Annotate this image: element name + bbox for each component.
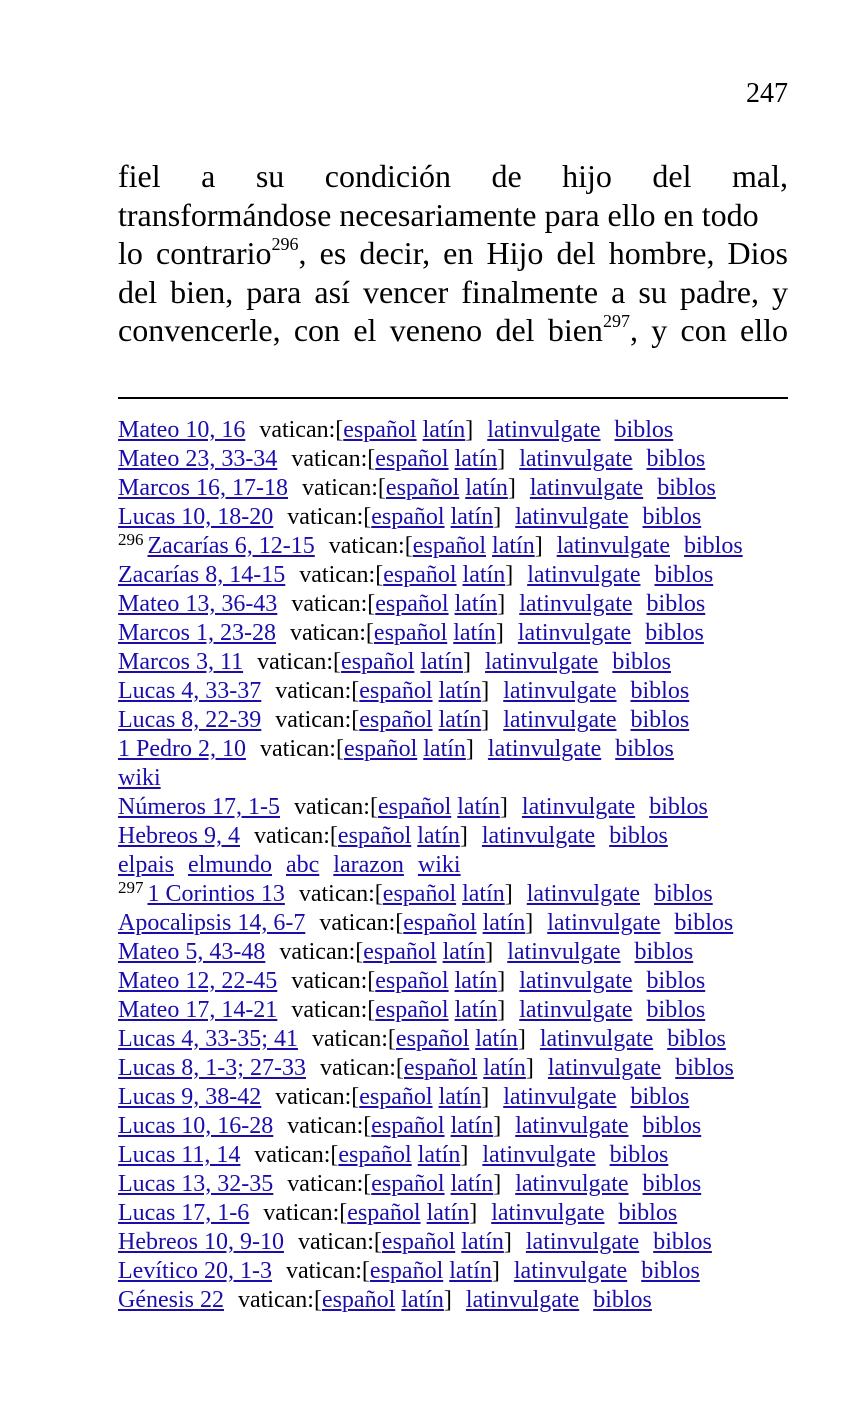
body-line-3-text: lo contrario bbox=[118, 235, 272, 271]
vatican-close: ] bbox=[497, 591, 506, 617]
vatican-label: vatican:[ bbox=[287, 504, 372, 530]
vatican-label: vatican:[ bbox=[257, 649, 342, 675]
link-latin[interactable]: latín bbox=[454, 446, 498, 472]
link-biblos[interactable]: biblos bbox=[609, 823, 668, 849]
link-espanol[interactable]: español bbox=[371, 1113, 445, 1139]
link-latin[interactable]: latín bbox=[453, 620, 496, 646]
vatican-close: ] bbox=[517, 1026, 526, 1052]
link-biblos[interactable]: biblos bbox=[674, 910, 734, 936]
vatican-close: ] bbox=[505, 562, 514, 588]
vatican-close: ] bbox=[469, 1200, 478, 1226]
link-espanol[interactable]: español bbox=[403, 910, 477, 936]
link-biblos[interactable]: biblos bbox=[615, 736, 674, 762]
footnote-line bbox=[118, 1199, 798, 1228]
link-latinvulgate[interactable]: latinvulgate bbox=[519, 997, 633, 1023]
vatican-label: vatican:[ bbox=[301, 475, 386, 501]
link-biblos[interactable]: biblos bbox=[612, 649, 671, 675]
vatican-close: ] bbox=[503, 1229, 512, 1255]
link-espanol[interactable]: español bbox=[343, 417, 417, 443]
link-biblos[interactable]: biblos bbox=[653, 1229, 712, 1255]
link-espanol[interactable]: español bbox=[373, 620, 448, 646]
page-number: 247 bbox=[746, 78, 788, 109]
link-latin[interactable]: latín bbox=[420, 649, 464, 675]
scripture-reference-link[interactable]: Zacarías 6, 12-15 bbox=[147, 533, 315, 559]
link-latin[interactable]: latín bbox=[454, 997, 498, 1023]
vatican-close: ] bbox=[481, 1084, 490, 1110]
link-espanol[interactable]: español bbox=[385, 475, 460, 501]
link-espanol[interactable]: español bbox=[341, 649, 415, 675]
link-latin[interactable]: latín bbox=[450, 1113, 494, 1139]
link-biblos[interactable]: biblos bbox=[645, 620, 704, 646]
link-biblos[interactable]: biblos bbox=[646, 591, 706, 617]
link-biblos[interactable]: biblos bbox=[649, 794, 708, 820]
link-espanol[interactable]: español bbox=[369, 1258, 444, 1284]
scripture-reference-link[interactable]: Lucas 11, 14 bbox=[118, 1142, 241, 1168]
link-latin[interactable]: latín bbox=[449, 1258, 492, 1284]
link-latinvulgate[interactable]: latinvulgate bbox=[521, 794, 636, 820]
scripture-reference-link[interactable]: Lucas 4, 33-35; 41 bbox=[118, 1026, 298, 1052]
link-latinvulgate[interactable]: latinvulgate bbox=[503, 678, 617, 704]
scripture-reference-link[interactable]: Génesis 22 bbox=[118, 1287, 224, 1313]
vatican-label: vatican:[ bbox=[291, 997, 376, 1023]
link-latinvulgate[interactable]: latinvulgate bbox=[513, 1258, 628, 1284]
vatican-label: vatican:[ bbox=[287, 1113, 372, 1139]
footnote-number: 296 bbox=[118, 530, 144, 549]
vatican-label: vatican:[ bbox=[275, 678, 360, 704]
footnote-line bbox=[118, 445, 798, 474]
vatican-close: ] bbox=[493, 504, 502, 530]
vatican-close: ] bbox=[507, 475, 516, 501]
link-latinvulgate[interactable]: latinvulgate bbox=[482, 1142, 596, 1168]
vatican-label: vatican:[ bbox=[237, 1287, 322, 1313]
link-larazon[interactable]: larazon bbox=[333, 852, 404, 878]
link-espanol[interactable]: español bbox=[375, 591, 449, 617]
vatican-label: vatican:[ bbox=[311, 1026, 396, 1052]
link-latinvulgate[interactable]: latinvulgate bbox=[481, 823, 596, 849]
link-elpais[interactable]: elpais bbox=[118, 852, 174, 878]
link-latin[interactable]: latín bbox=[475, 1026, 518, 1052]
vatican-label: vatican:[ bbox=[259, 417, 344, 443]
link-espanol[interactable]: español bbox=[371, 504, 445, 530]
link-latin[interactable]: latín bbox=[401, 1287, 444, 1313]
link-biblos[interactable]: biblos bbox=[630, 1084, 690, 1110]
body-line-4: del bien, para así vencer finalmente a su padre, y bbox=[118, 273, 788, 310]
link-biblos[interactable]: biblos bbox=[646, 997, 706, 1023]
link-latin[interactable]: latín bbox=[462, 881, 505, 907]
scripture-reference-link[interactable]: Mateo 12, 22-45 bbox=[118, 968, 278, 994]
vatican-label: vatican:[ bbox=[279, 939, 364, 965]
scripture-reference-link[interactable]: Mateo 10, 16 bbox=[118, 417, 246, 443]
vatican-label: vatican:[ bbox=[319, 910, 404, 936]
body-line-1: fiel a su condición de hijo del mal, bbox=[118, 158, 788, 194]
link-latinvulgate[interactable]: latinvulgate bbox=[517, 620, 632, 646]
vatican-close: ] bbox=[443, 1287, 452, 1313]
footnote-line bbox=[118, 880, 798, 909]
link-latin[interactable]: latín bbox=[454, 591, 498, 617]
body-line-3-rest: , es decir, en Hijo del hombre, Dios bbox=[298, 235, 789, 271]
link-biblos[interactable]: biblos bbox=[675, 1055, 734, 1081]
footnote-line bbox=[118, 416, 798, 445]
link-espanol[interactable]: español bbox=[363, 939, 437, 965]
vatican-close: ] bbox=[497, 968, 506, 994]
link-latinvulgate[interactable]: latinvulgate bbox=[503, 707, 617, 733]
link-biblos[interactable]: biblos bbox=[667, 1026, 726, 1052]
link-elmundo[interactable]: elmundo bbox=[187, 852, 272, 878]
scripture-reference-link[interactable]: 1 Pedro 2, 10 bbox=[118, 736, 246, 762]
vatican-label: vatican:[ bbox=[291, 446, 376, 472]
link-latinvulgate[interactable]: latinvulgate bbox=[487, 736, 602, 762]
link-latinvulgate[interactable]: latinvulgate bbox=[525, 1229, 640, 1255]
footnote-line bbox=[118, 793, 798, 822]
footnote-line bbox=[118, 1054, 798, 1083]
body-line-2: transformándose necesariamente para ello en todo bbox=[118, 196, 759, 233]
link-biblos[interactable]: biblos bbox=[654, 562, 714, 588]
link-espanol[interactable]: español bbox=[321, 1287, 396, 1313]
link-latin[interactable]: latín bbox=[422, 417, 466, 443]
footnote-line bbox=[118, 1257, 798, 1286]
link-biblos[interactable]: biblos bbox=[646, 446, 706, 472]
vatican-label: vatican:[ bbox=[263, 1200, 348, 1226]
link-latin[interactable]: latín bbox=[454, 968, 498, 994]
link-biblos[interactable]: biblos bbox=[630, 707, 690, 733]
link-biblos[interactable]: biblos bbox=[642, 1171, 702, 1197]
link-biblos[interactable]: biblos bbox=[642, 1113, 702, 1139]
link-biblos[interactable]: biblos bbox=[642, 504, 702, 530]
vatican-close: ] bbox=[465, 417, 474, 443]
body-line-5 bbox=[118, 311, 788, 350]
vatican-close: ] bbox=[525, 1055, 534, 1081]
scripture-reference-link[interactable]: Mateo 5, 43-48 bbox=[118, 939, 266, 965]
link-biblos[interactable]: biblos bbox=[593, 1287, 652, 1313]
footnote-line bbox=[118, 648, 798, 677]
vatican-close: ] bbox=[499, 794, 508, 820]
link-espanol[interactable]: español bbox=[382, 881, 457, 907]
link-latin[interactable]: latín bbox=[438, 678, 482, 704]
scripture-reference-link[interactable]: Lucas 8, 1-3; 27-33 bbox=[118, 1055, 306, 1081]
link-latinvulgate[interactable]: latinvulgate bbox=[503, 1084, 617, 1110]
body-line-3 bbox=[118, 234, 788, 273]
body-paragraph bbox=[118, 157, 788, 350]
link-latinvulgate[interactable]: latinvulgate bbox=[539, 1026, 654, 1052]
link-latinvulgate[interactable]: latinvulgate bbox=[507, 939, 621, 965]
link-latin[interactable]: latín bbox=[457, 794, 500, 820]
footnote-line bbox=[118, 909, 798, 938]
vatican-label: vatican:[ bbox=[260, 736, 344, 762]
vatican-close: ] bbox=[493, 1113, 502, 1139]
link-wiki[interactable]: wiki bbox=[118, 765, 161, 791]
link-espanol[interactable]: español bbox=[347, 1200, 421, 1226]
vatican-close: ] bbox=[504, 881, 513, 907]
link-biblos[interactable]: biblos bbox=[630, 678, 690, 704]
footnotes bbox=[118, 416, 798, 1315]
footnote-line bbox=[118, 503, 798, 532]
scripture-reference-link[interactable]: Números 17, 1-5 bbox=[118, 794, 280, 820]
footnote-line bbox=[118, 1141, 798, 1170]
footnote-line bbox=[118, 561, 798, 590]
scripture-reference-link[interactable]: Lucas 4, 33-37 bbox=[118, 678, 262, 704]
link-latin[interactable]: latín bbox=[438, 1084, 482, 1110]
vatican-close: ] bbox=[465, 736, 474, 762]
vatican-label: vatican:[ bbox=[275, 1084, 360, 1110]
link-latinvulgate[interactable]: latinvulgate bbox=[547, 910, 661, 936]
vatican-close: ] bbox=[525, 910, 534, 936]
link-espanol[interactable]: español bbox=[375, 968, 449, 994]
link-latin[interactable]: latín bbox=[465, 475, 508, 501]
footnote-line bbox=[118, 996, 798, 1025]
link-latinvulgate[interactable]: latinvulgate bbox=[527, 562, 641, 588]
link-espanol[interactable]: español bbox=[381, 1229, 456, 1255]
footnote-line bbox=[118, 706, 798, 735]
link-espanol[interactable]: español bbox=[337, 823, 412, 849]
footnote-line bbox=[118, 1228, 798, 1257]
footnote-line bbox=[118, 474, 798, 503]
vatican-label: vatican:[ bbox=[275, 707, 360, 733]
scripture-reference-link[interactable]: Marcos 3, 11 bbox=[118, 649, 244, 675]
link-espanol[interactable]: español bbox=[343, 736, 418, 762]
link-latin[interactable]: latín bbox=[417, 1142, 461, 1168]
link-espanol[interactable]: español bbox=[359, 678, 433, 704]
scripture-reference-link[interactable]: Hebreos 10, 9-10 bbox=[118, 1229, 284, 1255]
scripture-reference-link[interactable]: Lucas 10, 18-20 bbox=[118, 504, 274, 530]
vatican-label: vatican:[ bbox=[297, 1229, 382, 1255]
link-espanol[interactable]: español bbox=[371, 1171, 445, 1197]
link-espanol[interactable]: español bbox=[375, 446, 449, 472]
body-line-5-text: convencerle, con el veneno del bien bbox=[118, 312, 603, 348]
vatican-close: ] bbox=[491, 1258, 500, 1284]
vatican-close: ] bbox=[460, 1142, 469, 1168]
link-biblos[interactable]: biblos bbox=[609, 1142, 669, 1168]
body-line-5-rest: , y con ello bbox=[629, 312, 789, 348]
scripture-reference-link[interactable]: Mateo 23, 33-34 bbox=[118, 446, 278, 472]
footnote-line bbox=[118, 619, 798, 648]
vatican-label: vatican:[ bbox=[291, 968, 376, 994]
scripture-reference-link[interactable]: 1 Corintios 13 bbox=[147, 881, 285, 907]
link-latinvulgate[interactable]: latinvulgate bbox=[547, 1055, 662, 1081]
link-latin[interactable]: latín bbox=[461, 1229, 504, 1255]
link-latin[interactable]: latín bbox=[462, 562, 506, 588]
footnote-line bbox=[118, 532, 798, 561]
vatican-close: ] bbox=[534, 533, 543, 559]
link-latinvulgate[interactable]: latinvulgate bbox=[519, 591, 633, 617]
link-espanol[interactable]: español bbox=[412, 533, 487, 559]
link-latinvulgate[interactable]: latinvulgate bbox=[519, 968, 633, 994]
link-latinvulgate[interactable]: latinvulgate bbox=[526, 881, 641, 907]
link-abc[interactable]: abc bbox=[285, 852, 320, 878]
link-latinvulgate[interactable]: latinvulgate bbox=[515, 504, 629, 530]
footnote-line bbox=[118, 590, 798, 619]
link-latinvulgate[interactable]: latinvulgate bbox=[519, 446, 633, 472]
scripture-reference-link[interactable]: Lucas 9, 38-42 bbox=[118, 1084, 262, 1110]
link-biblos[interactable]: biblos bbox=[614, 417, 674, 443]
vatican-label: vatican:[ bbox=[328, 533, 413, 559]
link-espanol[interactable]: español bbox=[375, 997, 449, 1023]
scripture-reference-link[interactable]: Lucas 13, 32-35 bbox=[118, 1171, 274, 1197]
link-biblos[interactable]: biblos bbox=[654, 881, 713, 907]
link-latinvulgate[interactable]: latinvulgate bbox=[485, 649, 599, 675]
scripture-reference-link[interactable]: Marcos 16, 17-18 bbox=[118, 475, 288, 501]
link-espanol[interactable]: español bbox=[377, 794, 452, 820]
footnote-ref-297: 297 bbox=[602, 311, 630, 332]
scripture-reference-link[interactable]: Mateo 13, 36-43 bbox=[118, 591, 278, 617]
scripture-reference-link[interactable]: Lucas 10, 16-28 bbox=[118, 1113, 274, 1139]
scripture-reference-link[interactable]: Lucas 17, 1-6 bbox=[118, 1200, 250, 1226]
vatican-label: vatican:[ bbox=[254, 1142, 339, 1168]
vatican-close: ] bbox=[459, 823, 468, 849]
link-latin[interactable]: latín bbox=[438, 707, 482, 733]
footnote-line bbox=[118, 764, 798, 793]
scripture-reference-link[interactable]: Mateo 17, 14-21 bbox=[118, 997, 278, 1023]
vatican-close: ] bbox=[481, 707, 490, 733]
vatican-close: ] bbox=[497, 446, 506, 472]
vatican-close: ] bbox=[485, 939, 494, 965]
link-biblos[interactable]: biblos bbox=[641, 1258, 700, 1284]
link-latinvulgate[interactable]: latinvulgate bbox=[487, 417, 601, 443]
link-biblos[interactable]: biblos bbox=[657, 475, 716, 501]
vatican-close: ] bbox=[493, 1171, 502, 1197]
vatican-close: ] bbox=[497, 997, 506, 1023]
footnote-line bbox=[118, 1083, 798, 1112]
scripture-reference-link[interactable]: Marcos 1, 23-28 bbox=[118, 620, 276, 646]
scripture-reference-link[interactable]: Apocalipsis 14, 6-7 bbox=[118, 910, 306, 936]
link-latin[interactable]: latín bbox=[492, 533, 535, 559]
link-latinvulgate[interactable]: latinvulgate bbox=[556, 533, 670, 559]
link-biblos[interactable]: biblos bbox=[683, 533, 743, 559]
link-latin[interactable]: latín bbox=[482, 910, 526, 936]
link-latinvulgate[interactable]: latinvulgate bbox=[515, 1113, 629, 1139]
scripture-reference-link[interactable]: Zacarías 8, 14-15 bbox=[118, 562, 286, 588]
footnote-line bbox=[118, 1170, 798, 1199]
link-biblos[interactable]: biblos bbox=[618, 1200, 678, 1226]
link-latinvulgate[interactable]: latinvulgate bbox=[465, 1287, 580, 1313]
link-latinvulgate[interactable]: latinvulgate bbox=[529, 475, 644, 501]
link-latin[interactable]: latín bbox=[483, 1055, 526, 1081]
vatican-label: vatican:[ bbox=[253, 823, 338, 849]
link-latin[interactable]: latín bbox=[442, 939, 486, 965]
link-latin[interactable]: latín bbox=[423, 736, 466, 762]
link-latin[interactable]: latín bbox=[450, 504, 494, 530]
link-espanol[interactable]: español bbox=[403, 1055, 478, 1081]
vatican-close: ] bbox=[495, 620, 504, 646]
link-latin[interactable]: latín bbox=[417, 823, 460, 849]
footnote-line bbox=[118, 677, 798, 706]
link-latinvulgate[interactable]: latinvulgate bbox=[515, 1171, 629, 1197]
footnote-line bbox=[118, 851, 798, 880]
vatican-label: vatican:[ bbox=[287, 1171, 372, 1197]
vatican-close: ] bbox=[481, 678, 490, 704]
vatican-label: vatican:[ bbox=[285, 1258, 370, 1284]
scripture-reference-link[interactable]: Levítico 20, 1-3 bbox=[118, 1258, 272, 1284]
scripture-reference-link[interactable]: Lucas 8, 22-39 bbox=[118, 707, 262, 733]
footnote-separator bbox=[118, 397, 788, 399]
footnote-line bbox=[118, 1286, 798, 1315]
link-latin[interactable]: latín bbox=[426, 1200, 470, 1226]
link-biblos[interactable]: biblos bbox=[634, 939, 694, 965]
link-espanol[interactable]: español bbox=[383, 562, 457, 588]
footnote-number: 297 bbox=[118, 878, 144, 897]
footnote-line bbox=[118, 938, 798, 967]
vatican-label: vatican:[ bbox=[289, 620, 374, 646]
vatican-label: vatican:[ bbox=[293, 794, 378, 820]
link-espanol[interactable]: español bbox=[359, 707, 433, 733]
footnote-line bbox=[118, 1112, 798, 1141]
footnote-line bbox=[118, 967, 798, 996]
footnote-line bbox=[118, 822, 798, 851]
footnote-ref-296: 296 bbox=[271, 234, 299, 255]
footnote-line bbox=[118, 1025, 798, 1054]
vatican-label: vatican:[ bbox=[299, 562, 384, 588]
footnote-line bbox=[118, 735, 798, 764]
link-espanol[interactable]: español bbox=[395, 1026, 470, 1052]
link-latin[interactable]: latín bbox=[450, 1171, 494, 1197]
link-espanol[interactable]: español bbox=[338, 1142, 412, 1168]
vatican-close: ] bbox=[463, 649, 472, 675]
vatican-label: vatican:[ bbox=[291, 591, 376, 617]
link-espanol[interactable]: español bbox=[359, 1084, 433, 1110]
vatican-label: vatican:[ bbox=[319, 1055, 404, 1081]
link-biblos[interactable]: biblos bbox=[646, 968, 706, 994]
link-latinvulgate[interactable]: latinvulgate bbox=[491, 1200, 605, 1226]
vatican-label: vatican:[ bbox=[298, 881, 383, 907]
scripture-reference-link[interactable]: Hebreos 9, 4 bbox=[118, 823, 240, 849]
link-wiki[interactable]: wiki bbox=[417, 852, 461, 878]
